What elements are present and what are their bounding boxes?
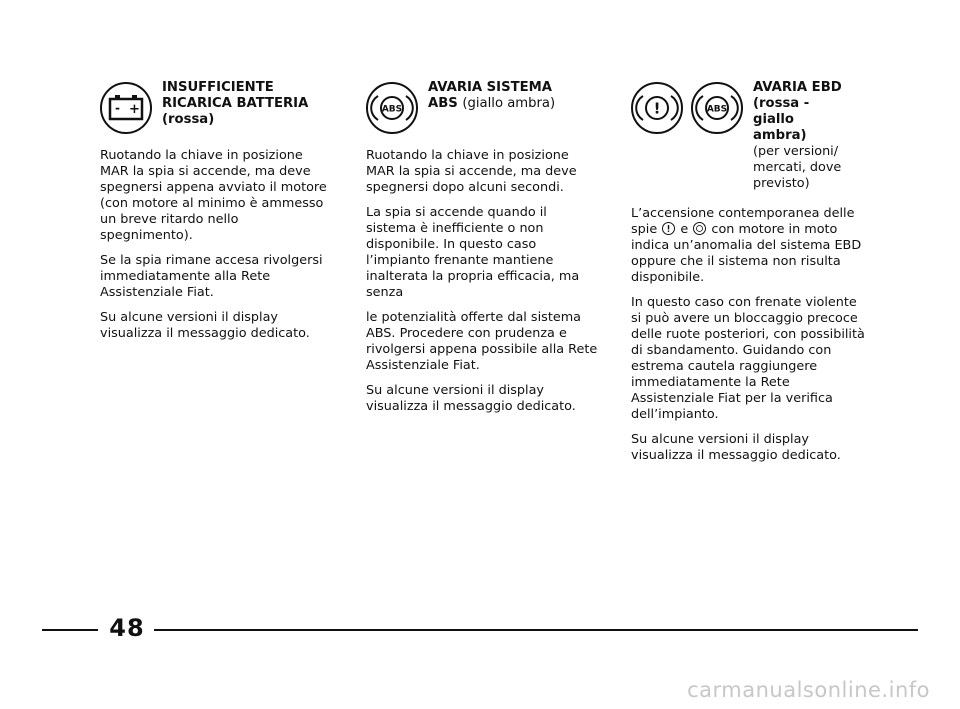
paragraph: Su alcune versioni il display visualizza il messaggio dedicato.	[366, 383, 576, 414]
paragraph: Su alcune versioni il display visualizza il messaggio dedicato.	[631, 432, 841, 463]
title-line: AVARIA EBD	[753, 80, 842, 95]
paragraph-text: con motore in moto indica un’anomalia del sistema EBD oppure che il sistema non risulta disponibile.	[631, 222, 862, 285]
paragraph: Su alcune versioni il display visualizza il messaggio dedicato.	[100, 310, 310, 341]
title-line: ambra)	[753, 128, 807, 143]
section-title	[753, 80, 853, 192]
title-sub: (per versioni/	[753, 144, 839, 159]
watermark: carmanualsonline.info	[687, 678, 930, 702]
title-sub: previsto)	[753, 176, 810, 191]
section-header	[631, 80, 871, 192]
section-title	[428, 80, 555, 112]
paragraph: Se la spia rimane accesa rivolgersi immediatamente alla Rete Assistenziale Fiat.	[100, 253, 323, 300]
abs-label: ABS	[381, 104, 403, 115]
paragraph	[631, 206, 871, 286]
brake-label: !	[653, 99, 661, 118]
paragraph: Ruotando la chiave in posizione MAR la spia si accende, ma deve spegnersi appena avviato il motore (con motore al minimo è ammesso un breve ritardo nello spegnimento).	[100, 148, 327, 243]
section-ebd	[631, 80, 871, 473]
title-line: INSUFFICIENTE	[162, 80, 274, 95]
title-sub: (giallo ambra)	[462, 96, 556, 111]
section-battery	[100, 80, 332, 351]
paragraph: In questo caso con frenate violente si può avere un bloccaggio precoce delle ruote posteriori, con possibilità di sbandamento. Guidando con estrema cautela raggiungere immediatamente la Rete Assistenziale Fiat per la verifica dell’impianto.	[631, 295, 865, 422]
paragraph-text: e	[680, 222, 693, 237]
title-sub: (rossa)	[162, 112, 215, 127]
brake-warning-inline-icon	[662, 222, 675, 235]
abs-icon	[691, 82, 743, 134]
battery-minus-label: -	[115, 101, 120, 115]
section-abs	[366, 80, 598, 424]
paragraph-text: L’accensione contemporanea delle spie	[631, 206, 855, 237]
title-line: RICARICA BATTERIA	[162, 96, 309, 111]
abs-icon	[366, 82, 418, 134]
paragraph: Ruotando la chiave in posizione MAR la spia si accende, ma deve spegnersi dopo alcuni secondi.	[366, 148, 577, 195]
brake-warning-icon	[631, 82, 683, 134]
section-title	[162, 80, 332, 128]
section-header	[100, 80, 332, 134]
title-line: (rossa - giallo	[753, 96, 810, 127]
page-number: 48	[109, 614, 145, 642]
paragraph: le potenzialità offerte dal sistema ABS. Procedere con prudenza e rivolgersi appena possibile alla Rete Assistenziale Fiat.	[366, 310, 598, 373]
paragraph: La spia si accende quando il sistema è inefficiente o non disponibile. In questo caso l’impianto frenante mantiene inalterata la propria efficacia, ma senza	[366, 205, 580, 300]
title-sub: mercati, dove	[753, 160, 842, 175]
abs-label: ABS	[706, 104, 728, 115]
title-line: AVARIA SISTEMA	[428, 80, 552, 95]
footer-rule	[42, 629, 98, 631]
footer-rule	[154, 629, 918, 631]
battery-icon	[100, 82, 152, 134]
battery-plus-label: +	[129, 102, 140, 117]
abs-inline-icon	[693, 222, 706, 235]
section-header	[366, 80, 598, 134]
title-line: ABS	[428, 96, 458, 111]
